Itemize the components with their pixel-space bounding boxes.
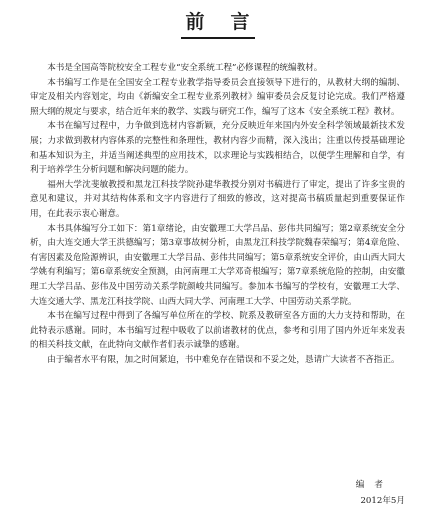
paragraph-6: 本书在编写过程中得到了各编写单位所在的学校、院系及教研室各方面的大力支持和帮助，在此特表示感谢。同时，本书编写过程中吸收了以前诸教材的优点，参考和引用了国内外近年来发表的相关科技文献，在此特向文献作者们表示诚挚的感谢。 bbox=[30, 311, 405, 351]
preface-body bbox=[30, 61, 405, 367]
page-title: 前言 bbox=[185, 11, 276, 33]
signature-date: 2012年5月 bbox=[360, 496, 405, 506]
paragraph-7: 由于编者水平有限，加之时间紧迫，书中难免存在错误和不妥之处，恳请广大读者不吝指正。 bbox=[47, 354, 400, 365]
paragraph-2: 本书编写工作是在全国安全工程专业教学指导委员会直接领导下进行的，从教材大纲的编制、审定及相关内容划定，均由《新编安全工程专业系列教材》编审委员会反复讨论完成。我们严格遵照大纲的规定与要求，结合近年来的教学、实践与研究工作，编写了这本《安全系统工程》教材。 bbox=[30, 77, 405, 117]
paragraph-1: 本书是全国高等院校安全工程专业“安全系统工程”必修课程的统编教材。 bbox=[47, 63, 323, 73]
paragraph-3: 本书在编写过程中，力争做到选材内容新颖，充分反映近年来国内外安全科学领域最新技术发展；力求做到教材内容体系的完整性和条理性，教材内容少而精，深入浅出；注重以传授基础理论和基本知识为主，并适当阐述典型的应用技术，以求理论与实践相结合，以便学生理解和自学，有利于培养学生分析问题和解决问题的能力。 bbox=[30, 121, 405, 176]
paragraph-4: 福州大学沈斐敏教授和黑龙江科技学院孙建华教授分别对书稿进行了审定，提出了许多宝贵的意见和建议，并对其结构体系和文字内容进行了细致的修改，这对提高书稿质量起到重要保证作用，在此表示衷心谢意。 bbox=[30, 179, 405, 219]
paragraph-5: 本书具体编写分工如下：第1章绪论，由安徽理工大学吕品、彭伟共同编写；第2章系统安全分析，由大连交通大学王洪德编写；第3章事故树分析，由黑龙江科技学院魏春荣编写；第4章危险、有害因素及危险源辨识，由安徽理工大学吕品、彭伟共同编写；第5章系统安全评价，由山西大同大学姚有利编写；第6章系统安全预测，由河南理工大学邓奇根编写；第7章系统危险的控制，由安徽理工大学吕品、彭伟及中国劳动关系学院颜峻共同编写。参加本书编写的学校有，安徽理工大学、大连交通大学、黑龙江科技学院、山西大同大学、河南理工大学、中国劳动关系学院。 bbox=[30, 223, 406, 307]
title-underline bbox=[181, 37, 255, 39]
signature-author: 编者 bbox=[355, 480, 393, 490]
